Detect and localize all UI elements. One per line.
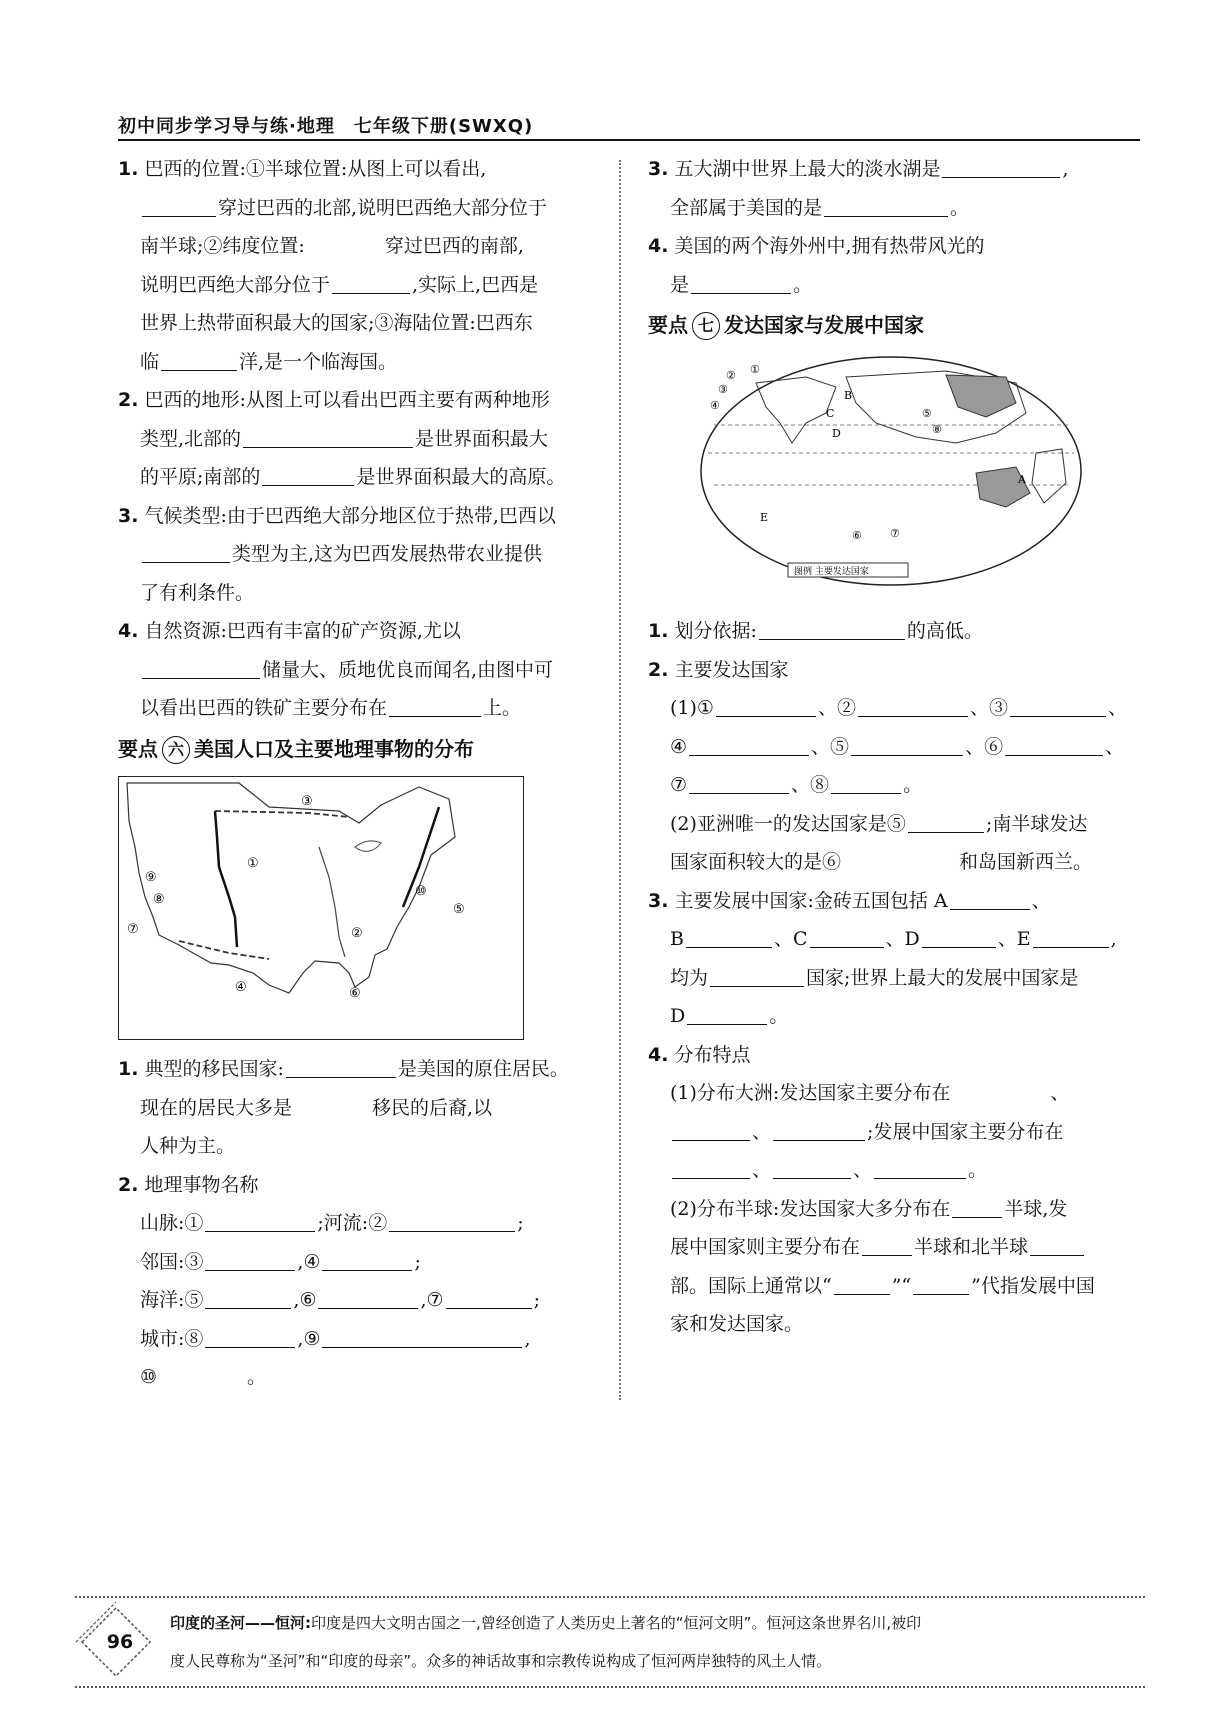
world-map-figure xyxy=(696,353,1086,589)
svg-text:B: B xyxy=(844,388,853,402)
usa-map-figure xyxy=(118,776,524,1040)
page-number: 96 xyxy=(106,1631,134,1653)
header-rule xyxy=(118,139,1140,141)
continent-outline xyxy=(1032,449,1066,503)
question-brazil-climate: 3. 气候类型:由于巴西绝大部分地区位于热带,巴西以 类型为主,这为巴西发展热带农业提供 了有利条件。 xyxy=(118,504,556,604)
svg-text:⑨: ⑨ xyxy=(145,870,157,885)
question-brazil-terrain: 2. 巴西的地形:从图上可以看出巴西主要有两种地形 类型,北部的 是世界面积最大 的平原;南部的 是世界面积最大的高原。 xyxy=(118,389,566,488)
question-brazil-resources: 4. 自然资源:巴西有丰富的矿产资源,尤以 储量大、质地优良而闻名,由图中可 以看出巴西的铁矿主要分布在 上。 xyxy=(118,620,554,719)
answer-blank[interactable] xyxy=(810,925,884,948)
answer-blank[interactable] xyxy=(318,1286,418,1309)
svg-text:①: ① xyxy=(247,856,259,871)
answer-blank[interactable] xyxy=(834,1272,890,1295)
svg-text:⑧: ⑧ xyxy=(153,892,165,907)
right-column xyxy=(648,150,1140,1344)
svg-text:⑤: ⑤ xyxy=(453,902,465,917)
answer-blank[interactable] xyxy=(710,964,804,987)
svg-text:②: ② xyxy=(351,926,363,941)
border-north xyxy=(215,811,349,817)
answer-blank[interactable] xyxy=(950,887,1030,910)
question-overseas-state: 4. 美国的两个海外州中,拥有热带风光的 是 。 xyxy=(648,235,985,296)
question-geographic-names: 2. 地理事物名称 山脉:① ;河流:② ; 邻国:③ ,④ ; 海洋:⑤ ,⑥ ,⑦ ; 城市:⑧ ,⑨ , ⑩ 。 xyxy=(118,1173,540,1388)
answer-blank[interactable] xyxy=(161,348,237,371)
answer-blank[interactable] xyxy=(672,1118,750,1141)
answer-blank[interactable] xyxy=(922,925,996,948)
question-developed-countries: 2. 主要发达国家 (1)① 、② 、③ 、 ④ 、⑤ 、⑥ 、 ⑦ 、⑧ 。 (2)亚洲唯一的发达国家是⑤ ;南半球发达 国家面积较大的是⑥ 和岛国新西兰。 xyxy=(648,658,1127,873)
answer-blank[interactable] xyxy=(205,1248,295,1271)
answer-blank[interactable] xyxy=(262,463,354,486)
answer-blank[interactable] xyxy=(672,1156,750,1179)
svg-text:③: ③ xyxy=(718,382,728,396)
answer-blank[interactable] xyxy=(716,694,816,717)
answer-blank[interactable] xyxy=(243,425,413,448)
mountain-range-west xyxy=(215,811,237,947)
answer-blank[interactable] xyxy=(389,1209,515,1232)
question-immigrant-country: 1. 典型的移民国家: 是美国的原住居民。 现在的居民大多是 移民的后裔,以 人种为主。 xyxy=(118,1050,604,1166)
answer-blank[interactable] xyxy=(942,155,1060,178)
column-divider xyxy=(619,160,621,1400)
answer-blank[interactable] xyxy=(689,733,809,756)
answer-blank[interactable] xyxy=(824,194,948,217)
svg-text:④: ④ xyxy=(710,398,720,412)
answer-blank[interactable] xyxy=(205,1286,291,1309)
answer-blank[interactable] xyxy=(1033,925,1109,948)
svg-text:③: ③ xyxy=(301,794,313,809)
answer-blank[interactable] xyxy=(322,1325,522,1348)
footer-note-title: 印度的圣河——恒河: xyxy=(170,1614,311,1632)
svg-text:A: A xyxy=(1018,472,1026,486)
svg-text:⑩: ⑩ xyxy=(415,884,427,899)
answer-blank[interactable] xyxy=(858,694,968,717)
svg-text:②: ② xyxy=(726,368,736,382)
svg-text:⑤: ⑤ xyxy=(922,406,932,420)
answer-blank[interactable] xyxy=(142,540,230,563)
answer-blank[interactable] xyxy=(874,1156,966,1179)
footer-rule xyxy=(75,1596,1145,1598)
page-header: 初中同步学习导与练·地理 七年级下册(SWXQ) xyxy=(118,116,534,137)
answer-blank[interactable] xyxy=(691,271,791,294)
footer-rule xyxy=(75,1686,1145,1688)
svg-text:图例 主要发达国家: 图例 主要发达国家 xyxy=(794,566,869,577)
answer-blank[interactable] xyxy=(686,925,772,948)
answer-blank[interactable] xyxy=(851,733,963,756)
great-lakes xyxy=(355,841,381,851)
answer-blank[interactable] xyxy=(908,810,984,833)
section-number-badge: 七 xyxy=(692,312,720,340)
answer-blank[interactable] xyxy=(332,271,410,294)
answer-blank[interactable] xyxy=(773,1156,851,1179)
continent-outline xyxy=(756,377,836,443)
svg-text:⑦: ⑦ xyxy=(127,922,139,937)
answer-blank[interactable] xyxy=(1010,694,1106,717)
answer-blank[interactable] xyxy=(913,1272,969,1295)
svg-text:C: C xyxy=(826,406,835,420)
answer-blank[interactable] xyxy=(322,1248,412,1271)
answer-blank[interactable] xyxy=(286,1055,396,1078)
svg-text:⑥: ⑥ xyxy=(852,528,862,542)
answer-blank[interactable] xyxy=(689,771,789,794)
usa-outline xyxy=(127,783,455,993)
answer-blank[interactable] xyxy=(952,1195,1002,1218)
answer-blank[interactable] xyxy=(142,656,260,679)
answer-blank[interactable] xyxy=(1030,1233,1084,1256)
answer-blank[interactable] xyxy=(389,694,481,717)
question-classification-basis: 1. 划分依据: 的高低。 xyxy=(648,612,1140,651)
answer-blank[interactable] xyxy=(831,771,901,794)
svg-text:①: ① xyxy=(750,362,760,376)
answer-blank[interactable] xyxy=(1005,733,1103,756)
answer-blank[interactable] xyxy=(687,1002,767,1025)
left-column xyxy=(118,150,604,1397)
section-number-badge: 六 xyxy=(162,736,190,764)
world-map-frame xyxy=(701,357,1081,585)
usa-map xyxy=(118,776,604,1040)
svg-text:⑦: ⑦ xyxy=(890,526,900,540)
svg-text:E: E xyxy=(760,510,769,524)
answer-blank[interactable] xyxy=(759,617,905,640)
answer-blank[interactable] xyxy=(773,1118,865,1141)
section-heading-7: 要点 七 发达国家与发展中国家 xyxy=(648,306,1140,345)
developed-region-russia xyxy=(946,375,1016,417)
question-distribution: 4. 分布特点 (1)分布大洲:发达国家主要分布在 、 、 ;发展中国家主要分布在 、 、 。 (2)分布半球:发达国家大多分布在 半球,发 展中国家则主要分布在 半球和北半球 部。国际上通常以“ ”“ ”代指发展中国 家和发达国家。 xyxy=(648,1043,1095,1335)
answer-blank[interactable] xyxy=(862,1233,912,1256)
answer-blank[interactable] xyxy=(205,1325,295,1348)
answer-blank[interactable] xyxy=(142,194,216,217)
question-developing-countries: 3. 主要发展中国家:金砖五国包括 A 、 B 、C 、D 、E , 均为 国家;世界上最大的发展中国家是 D 。 xyxy=(648,882,1140,1036)
answer-blank[interactable] xyxy=(446,1286,532,1309)
footer-note: 印度的圣河——恒河:印度是四大文明古国之一,曾经创造了人类历史上著名的“恒河文明”。恒河这条世界名川,被印 度人民尊称为“圣河”和“印度的母亲”。众多的神话故事和宗教传说构成了恒河两岸独特的风土人情。 xyxy=(170,1614,922,1670)
question-great-lakes: 3. 五大湖中世界上最大的淡水湖是 , 全部属于美国的是 。 xyxy=(648,150,1140,227)
world-map xyxy=(648,353,1140,603)
svg-text:④: ④ xyxy=(235,980,247,995)
border-south xyxy=(179,941,269,959)
section-heading-6: 要点 六 美国人口及主要地理事物的分布 xyxy=(118,730,604,769)
answer-blank[interactable] xyxy=(205,1209,315,1232)
svg-text:⑧: ⑧ xyxy=(932,422,942,436)
svg-text:⑥: ⑥ xyxy=(349,986,361,1001)
svg-text:D: D xyxy=(832,426,841,440)
question-brazil-location: 1. 巴西的位置:①半球位置:从图上可以看出, 穿过巴西的北部,说明巴西绝大部分位于 南半球;②纬度位置: 穿过巴西的南部, 说明巴西绝大部分位于 ,实际上,巴西是 世界上热带面积最大的国家;③海陆位置:巴西东 临 洋,是一个临海国。 xyxy=(118,158,548,373)
mississippi-river xyxy=(319,847,345,957)
